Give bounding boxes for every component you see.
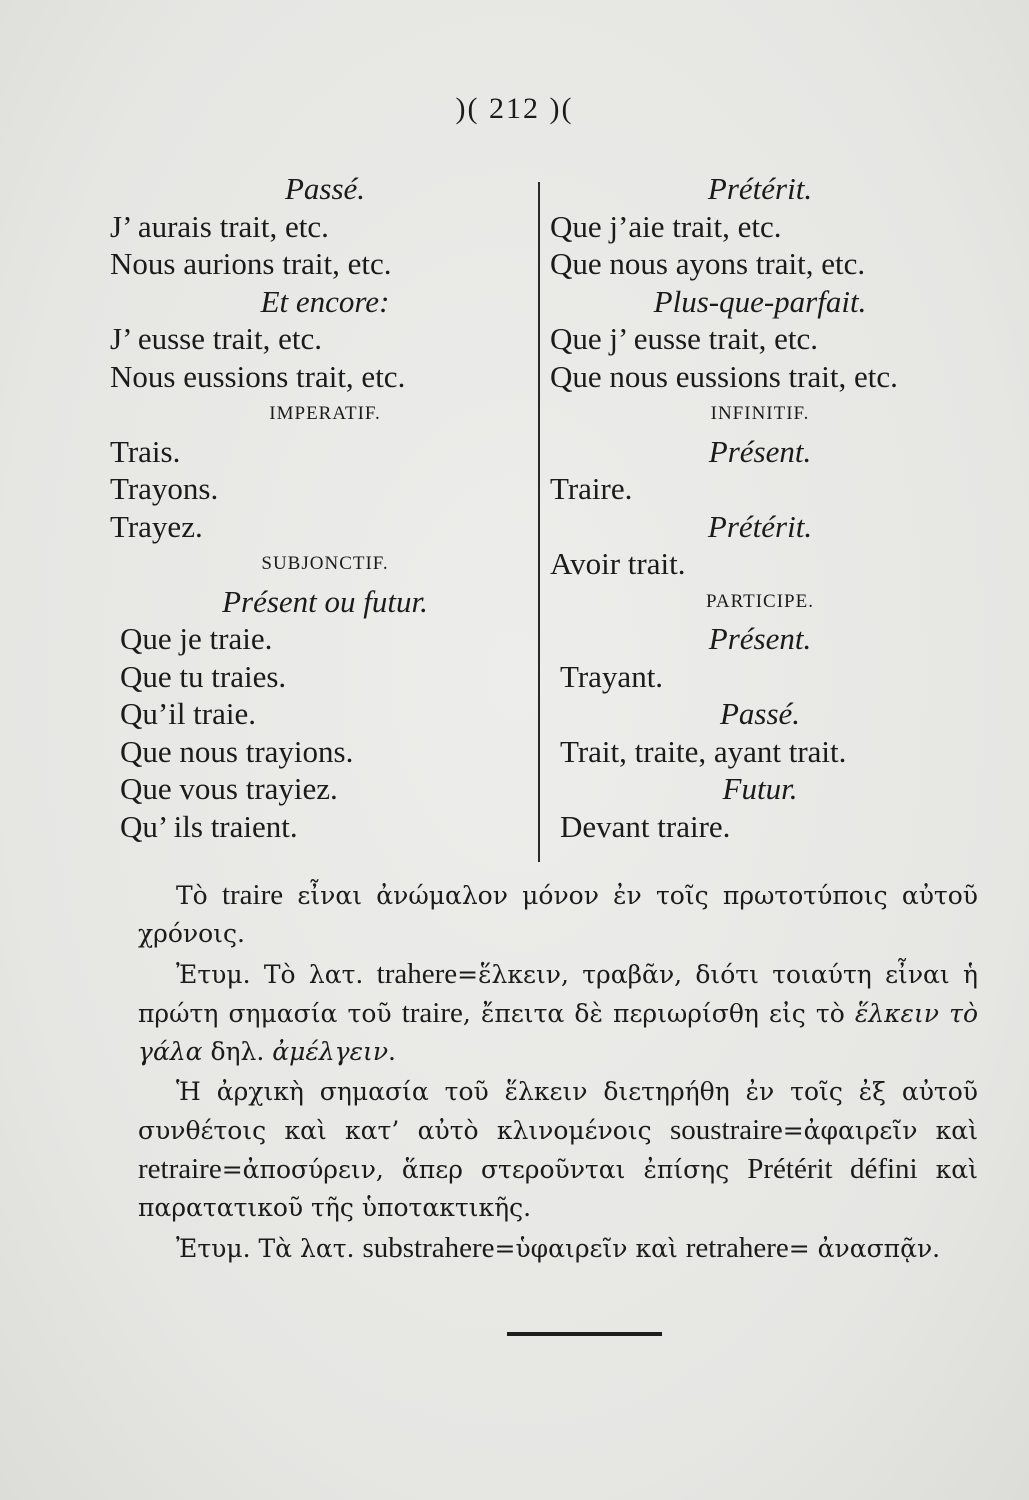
- conjugation-line: Que nous trayions.: [120, 733, 354, 769]
- infinitif-heading: INFINITIF.: [710, 403, 810, 424]
- conjugation-line: Qu’ ils traient.: [120, 808, 298, 844]
- french-word: retraire: [138, 1153, 222, 1185]
- conjugation-line: J’ eusse trait, etc.: [110, 321, 323, 356]
- part-passe-heading: Passé.: [719, 696, 801, 731]
- inf-present-heading: Présent.: [708, 433, 812, 469]
- conjugation-line: Trais.: [110, 433, 181, 469]
- greek-text: Ἐτυμ. Τὰ λατ.: [176, 1234, 363, 1263]
- closing-rule: [507, 1332, 662, 1336]
- latin-word: retrahere: [685, 1232, 789, 1264]
- subjonctif-heading: SUBJONCTIF.: [261, 553, 389, 574]
- paragraph-4: [138, 1229, 978, 1268]
- passe-heading: Passé.: [284, 171, 366, 206]
- conjugation-line: Qu’il traie.: [120, 696, 257, 731]
- conjugation-columns: [110, 170, 970, 870]
- latin-word: substrahere: [362, 1232, 495, 1264]
- commentary: [138, 876, 978, 1270]
- greek-text: Ἡ ἀρχικὴ σημασία τοῦ ἕλκειν διετηρήθη ἐν τοῖς ἐξ αὐτοῦ συνθέτοις καὶ κατ’ αὐτὸ κλινομένοις: [138, 1077, 978, 1145]
- conjugation-line: Que vous trayiez.: [120, 771, 338, 806]
- conjugation-line: Que j’aie trait, etc.: [550, 208, 782, 244]
- greek-text: =ἀφαιρεῖν καὶ: [782, 1116, 978, 1145]
- participe-heading: PARTICIPE.: [706, 590, 814, 612]
- conjugation-line: Trayons.: [110, 471, 219, 506]
- greek-text: = ἀνασπᾷν.: [788, 1234, 941, 1263]
- greek-italic: ἀμέλγειν: [272, 1037, 389, 1066]
- greek-text: , ἔπειτα δὲ περιωρίσθη εἰς τὸ: [462, 999, 855, 1028]
- greek-text: =ἕλκειν, τραβᾶν, διότι τοιαύτη εἶναι ἡ πρώτη σημασία τοῦ: [138, 960, 978, 1028]
- page-number: )( 212 )(: [455, 92, 574, 125]
- conjugation-line: Nous aurions trait, etc.: [110, 246, 392, 281]
- greek-text: =ἀποσύρειν, ἅπερ στεροῦνται ἐπίσης: [221, 1155, 748, 1184]
- right-column: [540, 170, 970, 845]
- greek-text: .: [388, 1037, 396, 1066]
- greek-text: Τὸ: [176, 881, 222, 910]
- paragraph-1: [138, 876, 978, 953]
- french-word: traire: [401, 997, 463, 1029]
- conjugation-line: Que tu traies.: [120, 658, 287, 694]
- conjugation-line: Trayez.: [110, 508, 203, 544]
- conjugation-line: Trait, traite, ayant trait.: [560, 733, 847, 769]
- greek-text: καὶ παρατατικοῦ τῆς ὑποτακτικῆς.: [138, 1155, 978, 1222]
- conjugation-line: Que nous eussions trait, etc.: [550, 358, 898, 394]
- part-futur-heading: Futur.: [722, 771, 798, 806]
- paragraph-2: [138, 955, 978, 1071]
- greek-italic: ἕλκειν τὸ γάλα: [138, 999, 978, 1066]
- conjugation-line: J’ aurais trait, etc.: [110, 208, 329, 244]
- left-column: [110, 170, 540, 845]
- part-present-heading: Présent.: [708, 621, 812, 656]
- imperatif-heading: IMPERATIF.: [269, 403, 381, 424]
- conjugation-line: Trayant.: [560, 658, 664, 694]
- greek-text: =ὑφαιρεῖν καὶ: [494, 1234, 686, 1263]
- et-encore-heading: Et encore:: [260, 283, 390, 319]
- preterit-heading: Prétérit.: [707, 171, 813, 206]
- inf-preterit-heading: Prétérit.: [707, 508, 813, 544]
- conjugation-line: Nous eussions trait, etc.: [110, 358, 406, 394]
- conjugation-line: Devant traire.: [560, 808, 731, 844]
- conjugation-line: Traire.: [550, 471, 633, 506]
- conjugation-line: Que je traie.: [120, 621, 273, 656]
- conjugation-line: Que nous ayons trait, etc.: [550, 246, 866, 281]
- french-word: Prétérit défini: [747, 1153, 918, 1185]
- present-futur-heading: Présent ou futur.: [222, 583, 428, 619]
- plusqueparfait-heading: Plus-que-parfait.: [653, 283, 867, 319]
- latin-word: trahere: [376, 958, 458, 990]
- greek-text: εἶναι ἀνώμαλον μόνον ἐν τοῖς πρωτοτύποις αὐτοῦ χρόνοις.: [138, 881, 978, 948]
- conjugation-line: Que j’ eusse trait, etc.: [550, 321, 818, 356]
- greek-text: Ἐτυμ. Τὸ λατ.: [176, 960, 377, 989]
- conjugation-line: Avoir trait.: [550, 546, 686, 581]
- french-word: traire: [221, 879, 284, 911]
- french-word: soustraire: [669, 1114, 783, 1146]
- paragraph-3: [138, 1073, 978, 1227]
- greek-text: δηλ.: [202, 1037, 273, 1066]
